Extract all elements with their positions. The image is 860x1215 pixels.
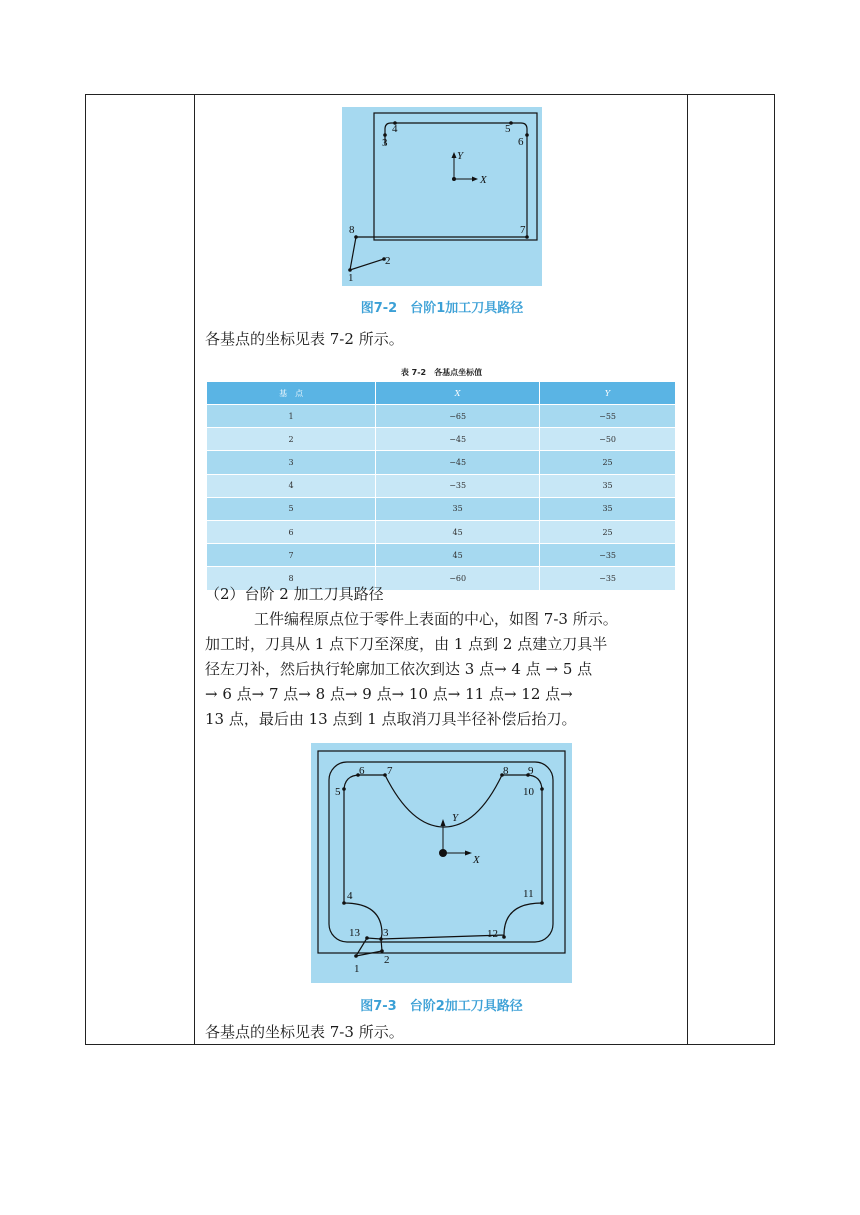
table-row [207,544,676,567]
table-row [207,497,676,520]
point-label-11: 11 [523,888,534,900]
cell-x: −65 [376,405,540,428]
point-label-1: 1 [348,272,354,284]
cell-x: −35 [376,474,540,497]
cell-x: −45 [376,428,540,451]
point-label-3: 3 [382,137,388,149]
figure-7-2-caption: 图7-2 台阶1加工刀具路径 [360,301,524,316]
cell-y: 35 [540,474,676,497]
section-2-heading: （2）台阶 2 加工刀具路径 [205,585,384,603]
cell-point: 7 [207,544,376,567]
section-2-line-1: 工件编程原点位于零件上表面的中心，如图 7-3 所示。 [254,610,618,628]
point-label-7: 7 [520,224,526,236]
point-label-9: 9 [528,765,534,777]
point-label-13: 13 [349,927,360,939]
point-label-1: 1 [354,963,360,975]
header-point: 基 点 [207,382,376,405]
cell-x: 35 [376,497,540,520]
cell-x: 45 [376,520,540,543]
axis-y-label: Y [452,812,459,824]
point-label-4: 4 [392,123,398,135]
cell-point: 5 [207,497,376,520]
header-x: X [376,382,540,405]
cell-point: 8 [207,567,376,590]
figure-7-3-caption: 图7-3 台阶2加工刀具路径 [360,999,523,1014]
point-label-5: 5 [335,786,341,798]
point-label-6: 6 [359,765,365,777]
table-7-2-title: 表 7-2 各基点坐标值 [400,368,483,377]
cell-x: 45 [376,544,540,567]
cell-point: 1 [207,405,376,428]
cell-x: −45 [376,451,540,474]
section-2-line-4: → 6 点→ 7 点→ 8 点→ 9 点→ 10 点→ 11 点→ 12 点→ [205,685,573,703]
cell-point: 2 [207,428,376,451]
axis-x-label: X [473,854,480,866]
cell-point: 6 [207,520,376,543]
cell-point: 3 [207,451,376,474]
section-2-line-5: 13 点，最后由 13 点到 1 点取消刀具半径补偿后抬刀。 [205,710,577,728]
cell-x: −60 [376,567,540,590]
cell-y: 25 [540,451,676,474]
figure-7-3-drawing [311,743,572,983]
cell-point: 4 [207,474,376,497]
table-7-2-coordinates [207,382,676,590]
section-2-line-3: 径左刀补，然后执行轮廓加工依次到达 3 点→ 4 点 → 5 点 [205,660,593,678]
figure-7-2-drawing [342,107,542,286]
paragraph-table-7-3-reference: 各基点的坐标见表 7-3 所示。 [205,1023,404,1041]
cell-y: −35 [540,567,676,590]
point-label-8: 8 [349,224,355,236]
point-label-4: 4 [347,890,353,902]
cell-y: −55 [540,405,676,428]
cell-y: 25 [540,520,676,543]
point-label-7: 7 [387,765,393,777]
point-label-10: 10 [523,786,534,798]
figure-7-3-step2-toolpath [311,743,572,983]
axis-x-label: X [480,174,487,186]
point-label-3: 3 [383,927,389,939]
point-label-12: 12 [487,928,498,940]
point-label-2: 2 [385,255,391,267]
cell-y: −35 [540,544,676,567]
point-label-5: 5 [505,123,511,135]
figure-7-2-step1-toolpath [342,107,542,286]
point-label-6: 6 [518,136,524,148]
column-divider-left [194,95,195,1044]
axis-y-label: Y [457,150,464,162]
cell-y: 35 [540,497,676,520]
column-divider-right [687,95,688,1044]
point-label-8: 8 [503,765,509,777]
table-row [207,451,676,474]
cell-y: −50 [540,428,676,451]
section-2-line-2: 加工时，刀具从 1 点下刀至深度，由 1 点到 2 点建立刀具半 [205,635,608,653]
table-row [207,428,676,451]
table-header-row [207,382,676,405]
table-row [207,474,676,497]
paragraph-table-reference: 各基点的坐标见表 7-2 所示。 [205,330,404,348]
table-row [207,520,676,543]
header-y: Y [540,382,676,405]
table-row [207,405,676,428]
point-label-2: 2 [384,954,390,966]
